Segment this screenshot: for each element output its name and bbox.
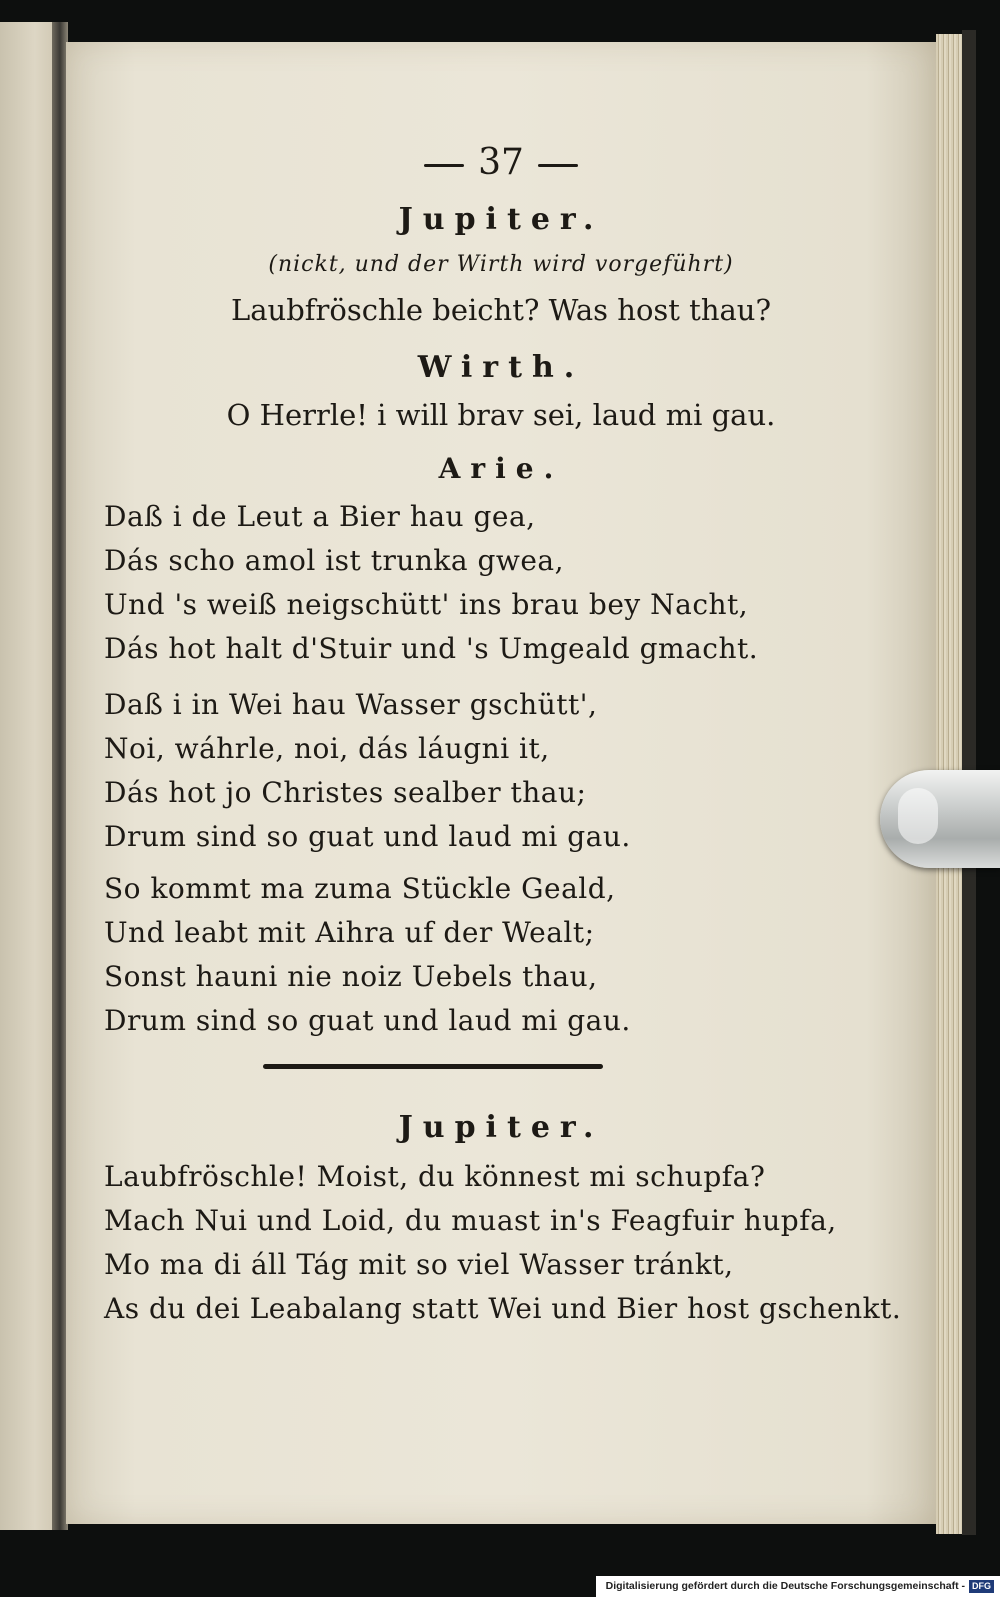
dfg-logo: DFG <box>969 1580 994 1593</box>
verse-line: Daß i de Leut a Bier hau gea, <box>104 500 536 533</box>
speaker-jupiter-1: Jupiter. <box>398 202 604 237</box>
verse-line: Daß i in Wei hau Wasser gschütt', <box>104 688 598 721</box>
verse-line: Und leabt mit Aihra uf der Wealt; <box>104 916 595 949</box>
page-number-value: 37 <box>478 142 524 183</box>
page-holder-clip-shine <box>898 788 938 844</box>
section-divider <box>263 1064 603 1069</box>
stage-direction: (nickt, und der Wirth wird vorgeführt) <box>268 252 734 277</box>
ornament-left <box>424 164 464 167</box>
verse-line: Noi, wáhrle, noi, dás láugni it, <box>104 732 550 765</box>
speaker-jupiter-2: Jupiter. <box>398 1110 604 1145</box>
jupiter-line: Mach Nui und Loid, du muast in's Feagfuir hupfa, <box>104 1204 837 1237</box>
left-page-edge <box>0 22 58 1530</box>
verse-line: Dás scho amol ist trunka gwea, <box>104 544 565 577</box>
speaker-wirth: Wirth. <box>417 350 585 385</box>
credit-text: Digitalisierung gefördert durch die Deutsche Forschungsgemeinschaft - <box>605 1580 965 1592</box>
ornament-right <box>538 164 578 167</box>
jupiter-line-1: Laubfröschle beicht? Was host thau? <box>230 293 772 327</box>
digitization-credit <box>596 1576 1000 1597</box>
verse-line: So kommt ma zuma Stückle Geald, <box>104 872 616 905</box>
verse-line: Sonst hauni nie noiz Uebels thau, <box>104 960 598 993</box>
wirth-line: O Herrle! i will brav sei, laud mi gau. <box>226 398 776 432</box>
aria-heading: Arie. <box>438 452 564 485</box>
verse-line: Und 's weiß neigschütt' ins brau bey Nacht, <box>104 588 749 621</box>
jupiter-line: Laubfröschle! Moist, du könnest mi schupfa? <box>104 1160 766 1193</box>
page-number <box>66 142 936 183</box>
jupiter-line: Mo ma di áll Tág mit so viel Wasser tránkt, <box>104 1248 734 1281</box>
verse-line: Drum sind so guat und laud mi gau. <box>104 820 631 853</box>
verse-line: Dás hot halt d'Stuir und 's Umgeald gmacht. <box>104 632 759 665</box>
verse-line: Dás hot jo Christes sealber thau; <box>104 776 587 809</box>
jupiter-line: As du dei Leabalang statt Wei und Bier host gschenkt. <box>104 1292 902 1325</box>
verse-line: Drum sind so guat und laud mi gau. <box>104 1004 631 1037</box>
